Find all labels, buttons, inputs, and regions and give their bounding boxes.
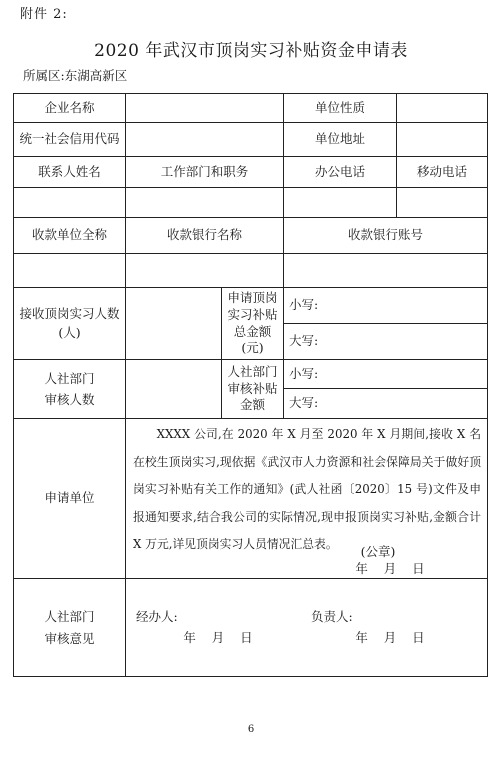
- handler-label: 经办人:: [136, 608, 178, 624]
- grid-line: [283, 287, 284, 418]
- mobile-label: 移动电话: [416, 163, 467, 179]
- unit-nature-value[interactable]: [397, 94, 487, 122]
- payee-name-label: 收款单位全称: [31, 227, 107, 243]
- contact-name-label: 联系人姓名: [38, 163, 101, 179]
- mobile-value[interactable]: [397, 188, 487, 217]
- payee-name-value[interactable]: [14, 254, 125, 287]
- work-dept-label: 工作部门和职务: [160, 163, 249, 179]
- company-name-label: 企业名称: [44, 99, 95, 115]
- hr-review-count-value[interactable]: [126, 360, 221, 418]
- apply-amount-label: 申请顶岗 实习补贴 总金额 (元): [227, 289, 278, 356]
- attachment-label: 附件 2:: [20, 7, 68, 22]
- payee-account-label: 收款银行账号: [347, 227, 423, 243]
- responsible-date: 年 月 日: [355, 629, 425, 645]
- grid-line: [487, 93, 488, 677]
- grid-line: [125, 578, 126, 676]
- hr-amount-lowercase[interactable]: 小写:: [289, 365, 319, 381]
- hr-review-amount-label: 人社部门 审核补贴 金额: [227, 363, 278, 413]
- handler-date: 年 月 日: [183, 629, 253, 645]
- credit-code-label: 统一社会信用代码: [19, 131, 120, 147]
- application-statement: XXXX 公司,在 2020 年 X 月至 2020 年 X 月期间,接收 X 名在校生顶岗实习,现依据《武汉市人力资源和社会保障局关于做好顶岗实习补贴有关工作的通知》(武人社函〔2020〕15 号)文件及申报通知要求,结合我公司的实际情况,现申报顶岗实习补贴,金额合计 X 万元,详见顶岗实习人员情况汇总表。: [133, 427, 481, 551]
- office-phone-label: 办公电话: [314, 163, 365, 179]
- payee-account-value[interactable]: [284, 254, 487, 287]
- grid-line: [13, 676, 488, 677]
- unit-nature-label: 单位性质: [314, 99, 365, 115]
- application-form-table: [13, 93, 488, 677]
- payee-bank-label: 收款银行名称: [166, 227, 242, 243]
- grid-line: [125, 418, 126, 578]
- page-number: 6: [247, 724, 255, 735]
- contact-name-value[interactable]: [14, 188, 125, 217]
- unit-address-label: 单位地址: [314, 131, 365, 147]
- unit-address-value[interactable]: [397, 123, 487, 156]
- responsible-label: 负责人:: [311, 608, 353, 624]
- intern-count-label: 接收顶岗实习人数 (人): [19, 306, 120, 340]
- intern-count-value[interactable]: [126, 288, 221, 359]
- document-title: 2020 年武汉市顶岗实习补贴资金申请表: [94, 41, 408, 61]
- apply-amount-lowercase[interactable]: 小写:: [289, 297, 319, 313]
- credit-code-value[interactable]: [126, 123, 283, 156]
- applicant-label: 申请单位: [44, 490, 95, 506]
- official-seal-label: (公章): [360, 543, 396, 559]
- work-dept-value[interactable]: [126, 188, 283, 217]
- hr-amount-uppercase[interactable]: 大写:: [289, 395, 319, 411]
- payee-bank-value[interactable]: [126, 254, 283, 287]
- region-label: 所属区:东湖高新区: [23, 68, 128, 83]
- hr-review-count-label: 人社部门 审核人数: [44, 370, 95, 407]
- company-name-value[interactable]: [126, 94, 283, 122]
- applicant-date: 年 月 日: [355, 560, 425, 576]
- apply-amount-uppercase[interactable]: 大写:: [289, 333, 319, 349]
- hr-opinion-label: 人社部门 审核意见: [44, 609, 95, 646]
- office-phone-value[interactable]: [284, 188, 396, 217]
